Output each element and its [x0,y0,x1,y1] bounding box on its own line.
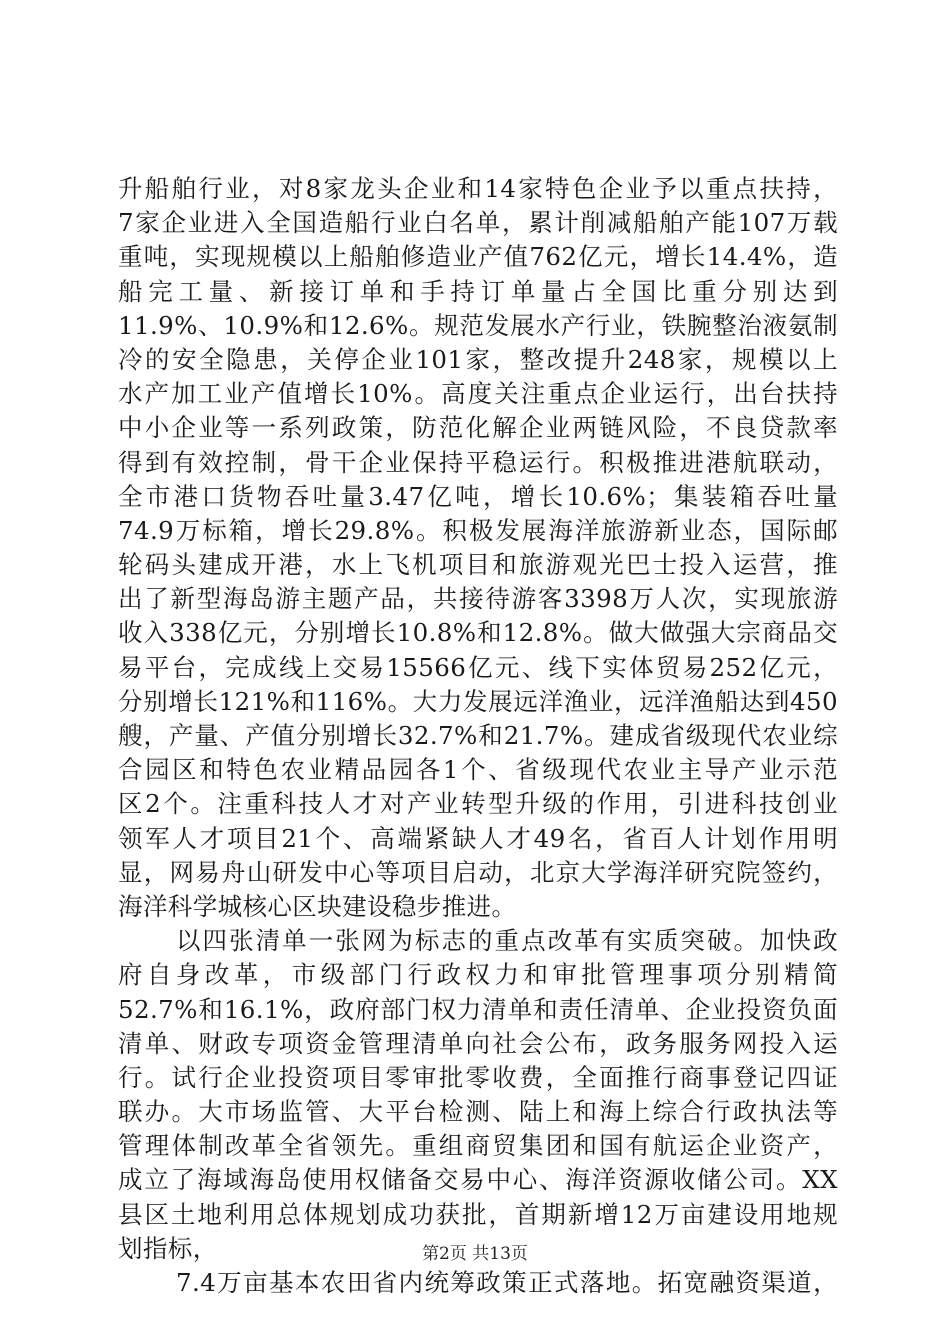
text-line: 成立了海域海岛使用权储备交易中心、海洋资源收储公司。XX [118,1165,838,1195]
text-line: 合园区和特色农业精品园各1个、省级现代农业主导产业示范 [118,755,838,785]
text-line: 分别增长121%和116%。大力发展远洋渔业，远洋渔船达到450 [118,686,838,716]
text-line: 联办。大市场监管、大平台检测、陆上和海上综合行政执法等 [118,1097,838,1127]
text-line: 领军人才项目21个、高端紧缺人才49名，省百人计划作用明 [118,823,838,853]
text-line: 重吨，实现规模以上船舶修造业产值762亿元，增长14.4%，造 [118,242,838,272]
text-line: 显，网易舟山研发中心等项目启动，北京大学海洋研究院签约， [118,857,838,887]
text-line: 52.7%和16.1%，政府部门权力清单和责任清单、企业投资负面 [118,994,838,1024]
text-line: 海洋科学城核心区块建设稳步推进。 [118,891,517,921]
text-line: 府自身改革，市级部门行政权力和审批管理事项分别精简 [118,960,838,990]
text-line: 11.9%、10.9%和12.6%。规范发展水产行业，铁腕整治液氨制 [118,310,838,340]
text-line: 7家企业进入全国造船行业白名单，累计削减船舶产能107万载 [118,208,838,238]
text-line: 出了新型海岛游主题产品，共接待游客3398万人次，实现旅游 [118,584,838,614]
page-footer: 第2页 共13页 [422,1244,528,1264]
text-line: 74.9万标箱，增长29.8%。积极发展海洋旅游新业态，国际邮 [118,515,838,545]
text-line: 船完工量、新接订单和手持订单量占全国比重分别达到 [118,276,838,306]
text-line: 冷的安全隐患，关停企业101家，整改提升248家，规模以上 [118,344,838,374]
text-line: 水产加工业产值增长10%。高度关注重点企业运行，出台扶持 [118,379,838,409]
body-text [118,172,838,1300]
text-line: 易平台，完成线上交易15566亿元、线下实体贸易252亿元， [118,652,838,682]
text-line: 中小企业等一系列政策，防范化解企业两链风险，不良贷款率 [118,413,838,443]
text-line: 以四张清单一张网为标志的重点改革有实质突破。加快政 [176,926,838,956]
text-line: 管理体制改革全省领先。重组商贸集团和国有航运企业资产， [118,1131,838,1161]
text-line: 艘，产量、产值分别增长32.7%和21.7%。建成省级现代农业综 [118,721,838,750]
text-line: 全市港口货物吞吐量3.47亿吨，增长10.6%；集装箱吞吐量 [118,481,838,511]
text-line: 得到有效控制，骨干企业保持平稳运行。积极推进港航联动， [118,447,838,477]
text-line: 区2个。注重科技人才对产业转型升级的作用，引进科技创业 [118,789,838,819]
text-line: 7.4万亩基本农田省内统筹政策正式落地。拓宽融资渠道， [176,1268,838,1297]
text-line: 划指标， [118,1233,218,1263]
text-line: 轮码头建成开港，水上飞机项目和旅游观光巴士投入运营，推 [118,550,838,580]
text-line: 行。试行企业投资项目零审批零收费，全面推行商事登记四证 [118,1062,838,1092]
text-line: 清单、财政专项资金管理清单向社会公布，政务服务网投入运 [118,1028,838,1058]
text-line: 升船舶行业，对8家龙头企业和14家特色企业予以重点扶持， [118,174,838,203]
text-line: 收入338亿元，分别增长10.8%和12.8%。做大做强大宗商品交 [118,618,838,648]
text-line: 县区土地利用总体规划成功获批，首期新增12万亩建设用地规 [118,1199,838,1229]
